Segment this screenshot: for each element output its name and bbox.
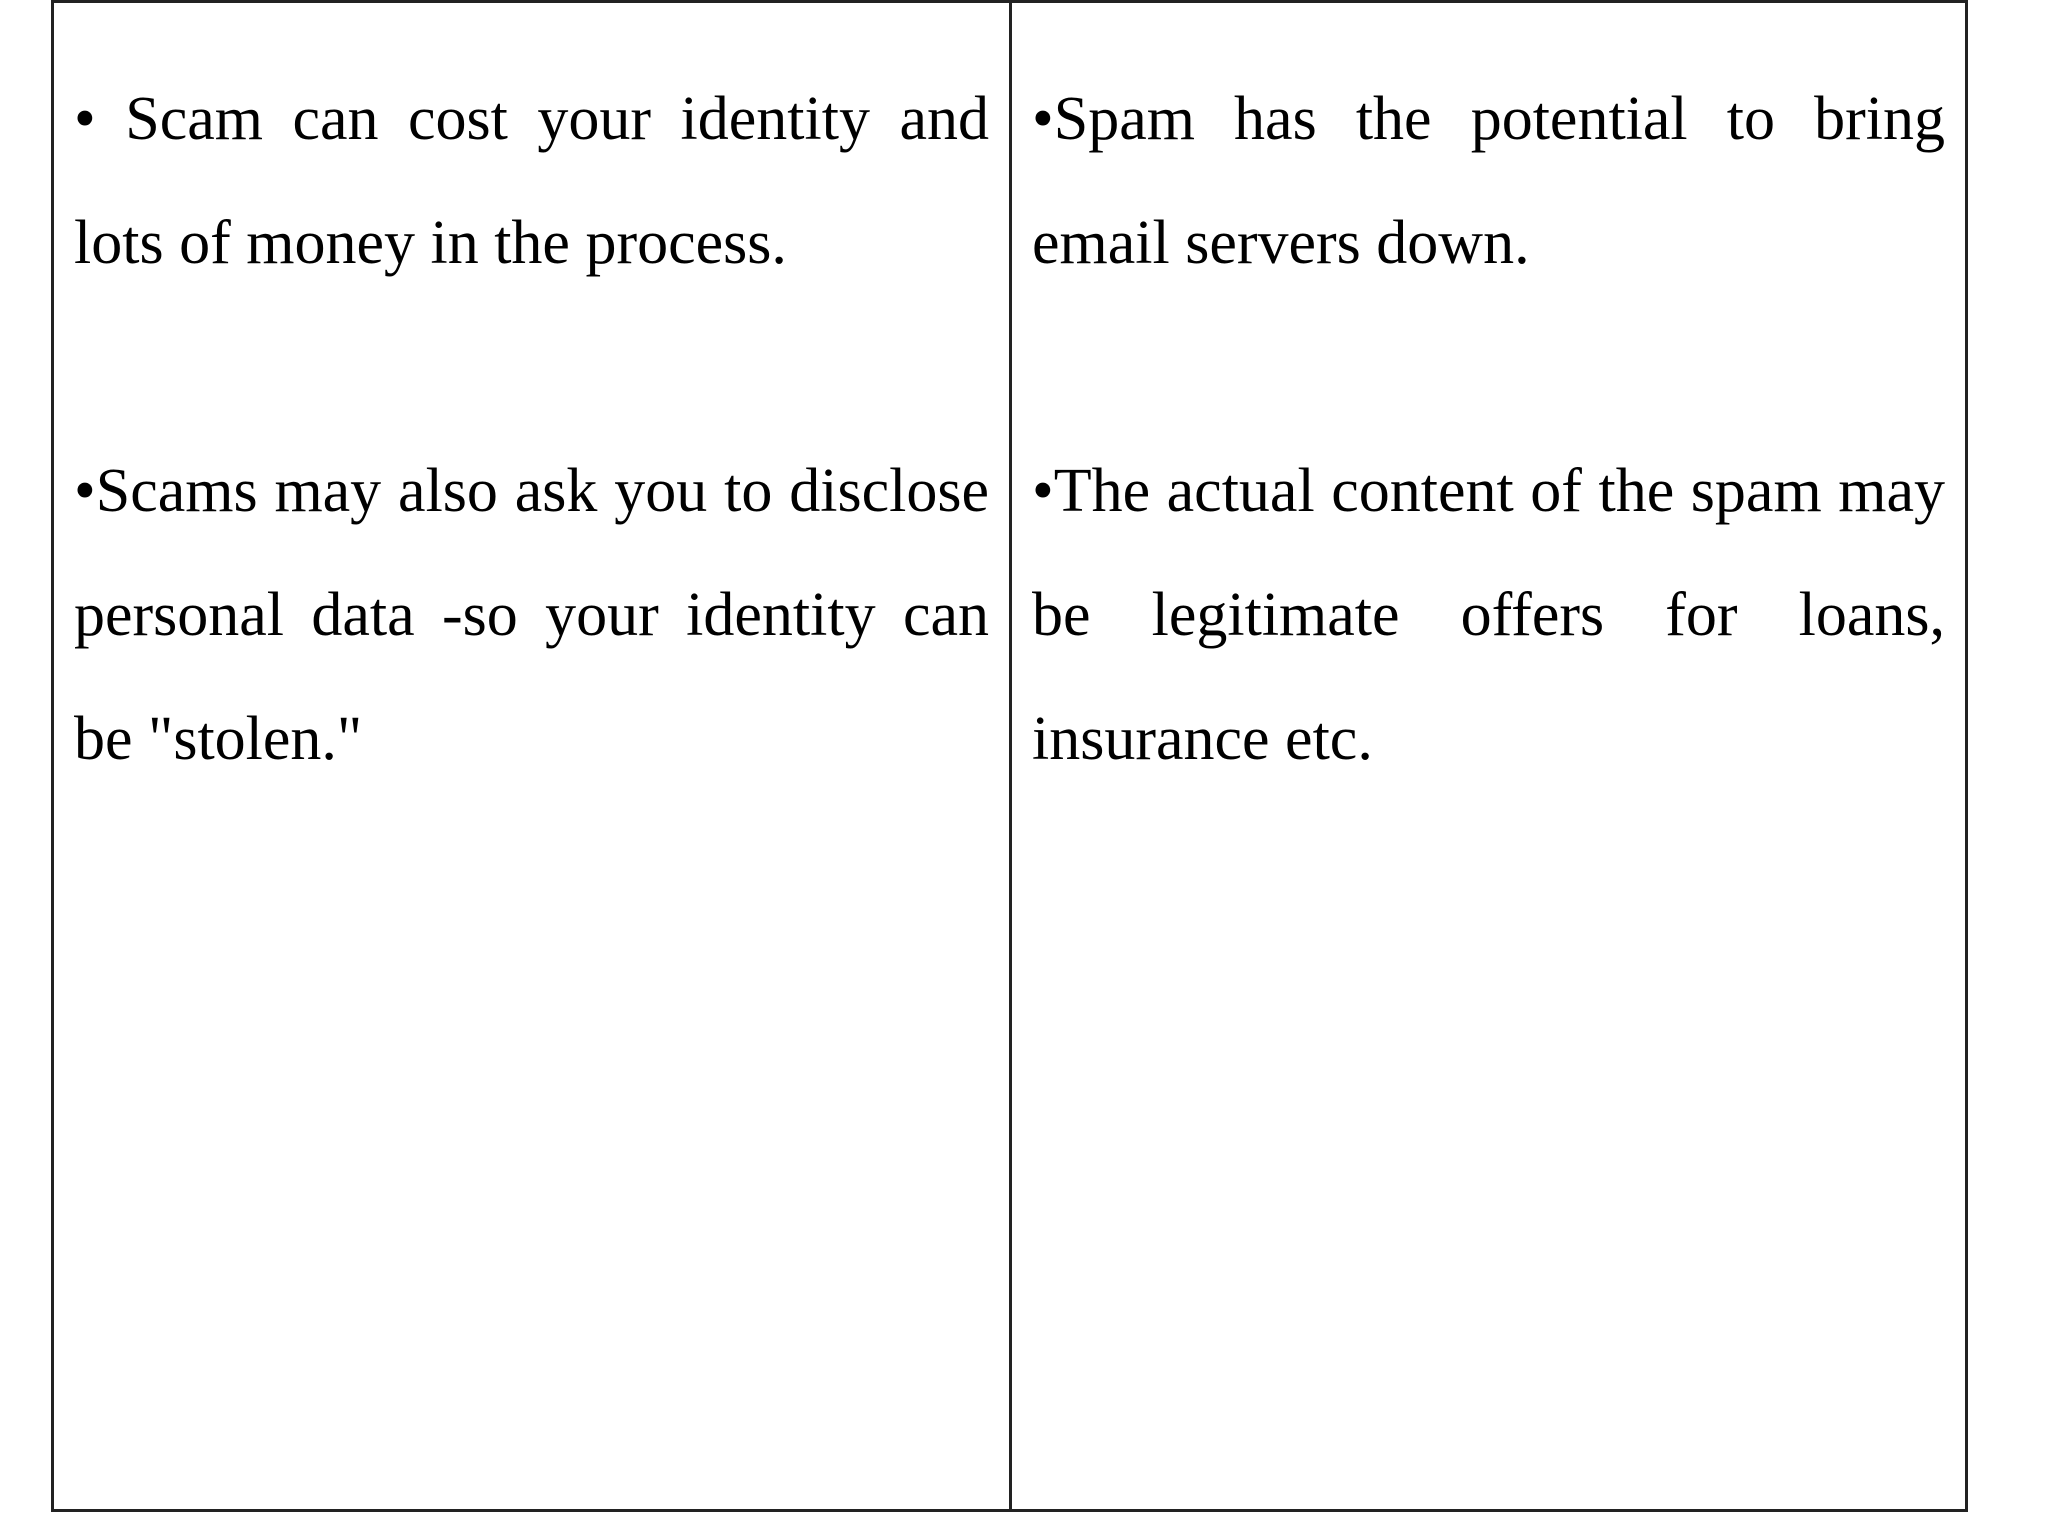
right-bullet-1: •Spam has the potential to bring email servers down. (1032, 85, 1945, 277)
left-bullet-2: •Scams may also ask you to disclose personal data -so your identity can be "stolen." (74, 457, 989, 773)
table-cell-left (54, 3, 1012, 1509)
right-bullet-2: •The actual content of the spam may be legitimate offers for loans, insurance etc. (1032, 457, 1945, 773)
table-cell-right (1012, 3, 1965, 1509)
comparison-table (51, 0, 1968, 1512)
left-bullet-1: • Scam can cost your identity and lots of money in the process. (74, 85, 989, 277)
